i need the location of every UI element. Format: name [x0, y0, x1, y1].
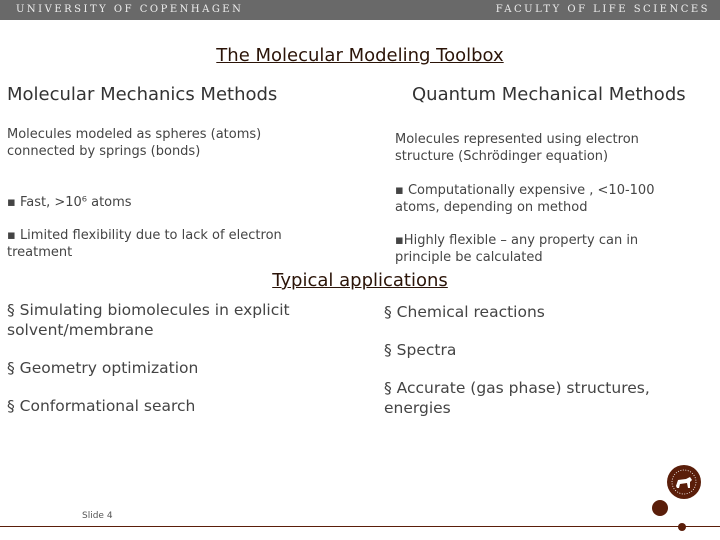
- application-item: § Chemical reactions: [384, 303, 545, 321]
- faculty-name: FACULTY OF LIFE SCIENCES: [495, 4, 710, 15]
- left-point: ▪ Fast, >10⁶ atoms: [7, 195, 132, 210]
- right-heading: Quantum Mechanical Methods: [412, 84, 686, 105]
- slide-title: The Molecular Modeling Toolbox: [216, 45, 504, 66]
- application-item: § Spectra: [384, 341, 457, 359]
- application-item: § Accurate (gas phase) structures, energies: [384, 379, 650, 417]
- university-name: UNIVERSITY OF COPENHAGEN: [16, 4, 244, 15]
- header-bar: [0, 0, 720, 20]
- application-item: § Conformational search: [7, 397, 196, 415]
- right-description: Molecules represented using electron structure (Schrödinger equation): [395, 132, 639, 164]
- left-point: ▪ Limited flexibility due to lack of electron treatment: [7, 228, 282, 260]
- left-heading: Molecular Mechanics Methods: [7, 84, 278, 105]
- application-item: § Geometry optimization: [7, 359, 199, 377]
- left-description: Molecules modeled as spheres (atoms) connected by springs (bonds): [7, 127, 262, 159]
- slide-number: Slide 4: [82, 511, 113, 521]
- application-item: § Simulating biomolecules in explicit solvent/membrane: [7, 301, 290, 339]
- right-point: ▪Highly flexible – any property can in principle be calculated: [395, 233, 639, 265]
- right-point: ▪ Computationally expensive , <10-100 atoms, depending on method: [395, 183, 655, 215]
- applications-heading: Typical applications: [272, 270, 448, 291]
- footer-line: [0, 526, 720, 527]
